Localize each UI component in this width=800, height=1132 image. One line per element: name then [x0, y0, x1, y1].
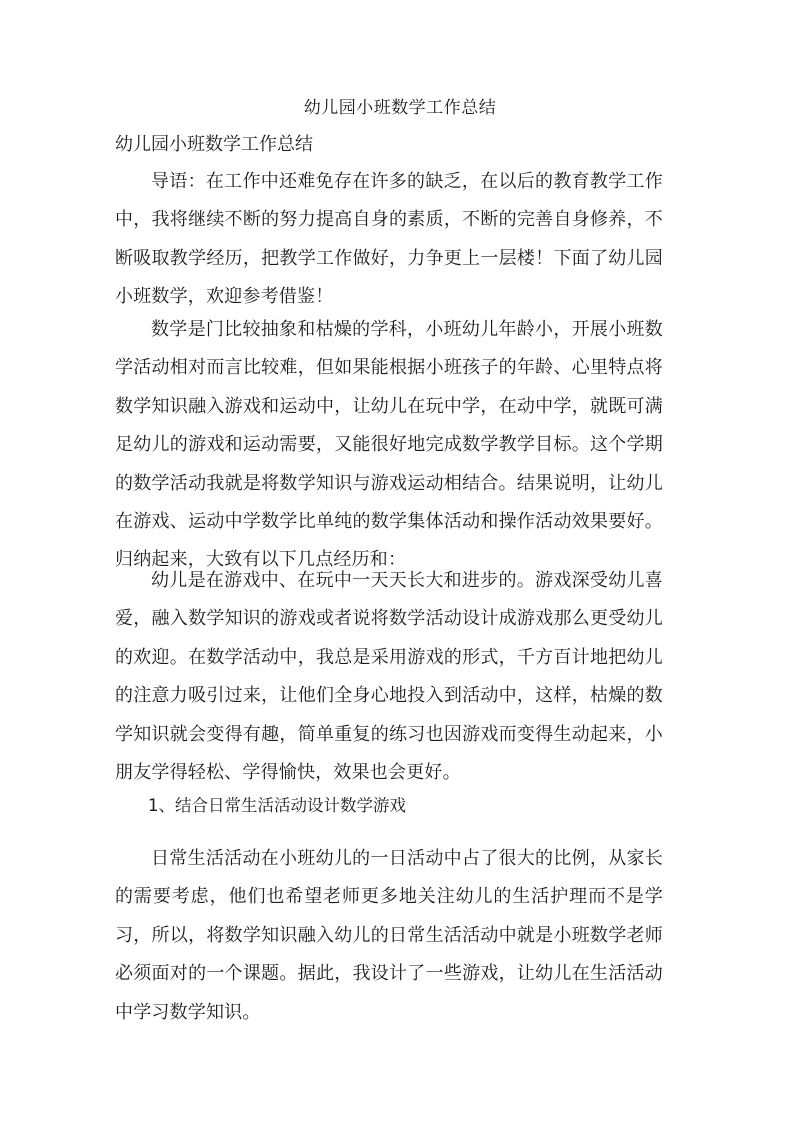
section-heading-1: 1、结合日常生活活动设计数学游戏 [148, 796, 406, 815]
body-paragraph-3: 日常生活活动在小班幼儿的一日活动中占了很大的比例，从家长的需要考虑，他们也希望老师更多地关注幼儿的生活护理而不是学习，所以，将数学知识融入幼儿的日常生活活动中就是小班数学老师必须面对的一个课题。据此，我设计了一些游戏，让幼儿在生活活动中学习数学知识。 [115, 848, 663, 1023]
body-paragraph-1: 数学是门比较抽象和枯燥的学科，小班幼儿年龄小，开展小班数学活动相对而言比较难，但如果能根据小班孩子的年龄、心里特点将数学知识融入游戏和运动中，让幼儿在玩中学，在动中学，就既可满足幼儿的游戏和运动需要，又能很好地完成数学教学目标。这个学期的数学活动我就是将数学知识与游戏运动相结合。结果说明，让幼儿在游戏、运动中学数学比单纯的数学集体活动和操作活动效果要好。归纳起来，大致有以下几点经历和： [115, 319, 663, 571]
document-title: 幼儿园小班数学工作总结 [303, 98, 497, 118]
document-subtitle: 幼儿园小班数学工作总结 [115, 134, 313, 155]
body-paragraph-2: 幼儿是在游戏中、在玩中一天天长大和进步的。游戏深受幼儿喜爱，融入数学知识的游戏或者说将数学活动设计成游戏那么更受幼儿的欢迎。在数学活动中，我总是采用游戏的形式，千方百计地把幼儿的注意力吸引过来，让他们全身心地投入到活动中，这样，枯燥的数学知识就会变得有趣，简单重复的练习也因游戏而变得生动起来，小朋友学得轻松、学得愉快，效果也会更好。 [115, 570, 663, 784]
intro-paragraph: 导语：在工作中还难免存在许多的缺乏，在以后的教育教学工作中，我将继续不断的努力提高自身的素质，不断的完善自身修养，不断吸取教学经历，把教学工作做好，力争更上一层楼！下面了幼儿园小班数学，欢迎参考借鉴！ [115, 171, 663, 308]
